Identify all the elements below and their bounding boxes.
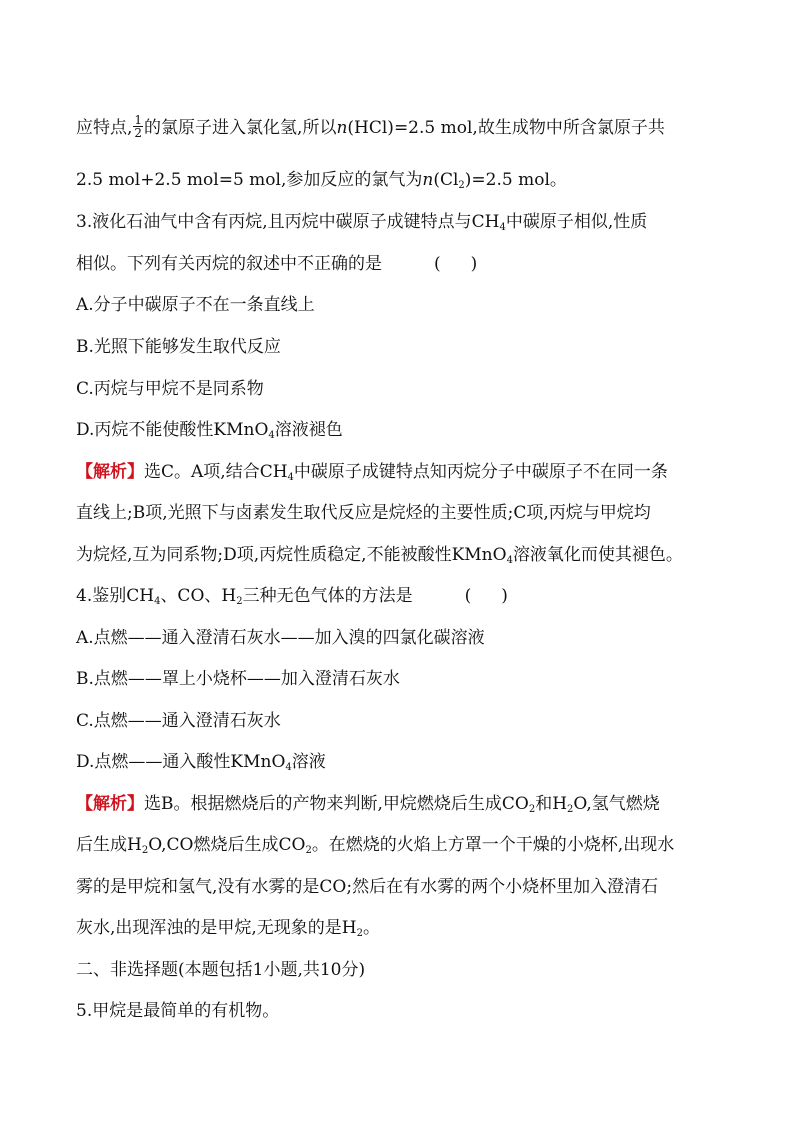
variable-n: n — [336, 118, 348, 138]
answer-continuation-line-1 — [76, 113, 665, 140]
fraction-numerator: 1 — [134, 113, 143, 127]
subscript: 2 — [528, 804, 536, 815]
text-run: )=2.5 mol。 — [464, 170, 567, 190]
answer-blank — [434, 252, 477, 276]
question-4-analysis-line-2 — [76, 833, 674, 857]
paren-open: ( — [434, 254, 441, 274]
text-run: 的氯原子进入氯化氢,所以 — [144, 118, 337, 138]
question-3-option-c — [76, 377, 264, 401]
question-4-option-b — [76, 667, 400, 691]
text-run: 选C。A项,结合CH — [144, 462, 288, 482]
text-run: 应特点, — [76, 118, 133, 138]
paren-open: ( — [464, 586, 472, 606]
text-run: 。 — [363, 918, 381, 938]
text-run: O,氢气燃烧 — [573, 794, 660, 814]
analysis-tag: 【解析】 — [76, 462, 144, 482]
question-4-analysis-line-1 — [76, 792, 660, 816]
text-run: 三种无色气体的方法是 — [242, 586, 413, 606]
option-text: 溶液 — [291, 752, 326, 772]
answer-blank — [465, 584, 508, 608]
paren-close: ) — [501, 586, 508, 606]
text-run: 。在燃烧的火焰上方罩一个干燥的小烧杯,出现水 — [311, 835, 675, 855]
question-3-option-b — [76, 335, 281, 359]
question-3-analysis-line-3 — [76, 543, 683, 567]
analysis-tag: 【解析】 — [76, 794, 144, 814]
text-run: 中碳原子相似,性质 — [505, 212, 648, 232]
fraction — [133, 114, 143, 139]
text-run: O,CO燃烧后生成CO — [148, 835, 306, 855]
question-3-analysis-line-2 — [76, 501, 651, 525]
text-run: 直线上;B项,光照下与卤素发生取代反应是烷烃的主要性质;C项,丙烷与甲烷均 — [76, 503, 651, 523]
answer-continuation-line-2 — [76, 168, 567, 192]
subscript: 2 — [458, 180, 465, 191]
option-text: A.分子中碳原子不在一条直线上 — [76, 295, 315, 315]
variable-n: n — [422, 170, 434, 190]
text-run: 中碳原子成键特点知丙烷分子中碳原子不在同一条 — [293, 462, 668, 482]
subscript: 4 — [499, 222, 506, 233]
subscript: 2 — [236, 596, 243, 607]
text-run: 、CO、H — [160, 586, 237, 606]
text-run: 4.鉴别CH — [76, 586, 155, 606]
question-4-analysis-line-3 — [76, 875, 658, 899]
subscript: 2 — [567, 804, 574, 815]
subscript: 2 — [141, 845, 149, 856]
option-text: C.丙烷与甲烷不是同系物 — [76, 379, 264, 399]
paren-close: ) — [470, 254, 478, 274]
question-4-stem — [76, 584, 508, 608]
text-run: 2.5 mol+2.5 mol=5 mol,参加反应的氯气为 — [76, 170, 423, 190]
subscript: 2 — [305, 845, 312, 856]
question-4-analysis-line-4 — [76, 916, 380, 940]
subscript: 4 — [268, 430, 275, 441]
text-run: (HCl)=2.5 mol,故生成物中所含氯原子共 — [347, 118, 665, 138]
option-text: D.丙烷不能使酸性KMnO — [76, 420, 269, 440]
question-3-option-a — [76, 293, 315, 317]
question-4-option-c — [76, 709, 281, 733]
question-3-analysis-line-1 — [76, 460, 668, 484]
option-text: A.点燃——通入澄清石灰水——加入溴的四氯化碳溶液 — [76, 628, 485, 648]
option-text: D.点燃——通入酸性KMnO — [76, 752, 286, 772]
text-run: 3.液化石油气中含有丙烷,且丙烷中碳原子成键特点与CH — [76, 212, 500, 232]
text-run: 选B。根据燃烧后的产物来判断,甲烷燃烧后生成CO — [144, 794, 529, 814]
subscript: 2 — [356, 928, 364, 939]
section-heading — [76, 958, 365, 982]
option-text: B.点燃——罩上小烧杯——加入澄清石灰水 — [76, 669, 400, 689]
text-run: 5.甲烷是最简单的有机物。 — [76, 1001, 280, 1021]
subscript: 4 — [154, 596, 161, 607]
text-run: 和H — [535, 794, 568, 814]
text-run: 二、非选择题(本题包括1小题,共10分) — [76, 960, 366, 980]
question-3-option-d — [76, 418, 343, 442]
option-text: 溶液褪色 — [274, 420, 343, 440]
text-run: (Cl — [433, 170, 459, 190]
question-3-stem-line-2 — [76, 252, 477, 276]
question-4-option-d — [76, 750, 326, 774]
question-4-option-a — [76, 626, 485, 650]
text-run: 为烷烃,互为同系物;D项,丙烷性质稳定,不能被酸性KMnO — [76, 545, 507, 565]
option-text: C.点燃——通入澄清石灰水 — [76, 711, 281, 731]
text-run: 后生成H — [76, 835, 142, 855]
option-text: B.光照下能够发生取代反应 — [76, 337, 281, 357]
subscript: 4 — [285, 762, 292, 773]
text-run: 溶液氧化而使其褪色。 — [512, 545, 683, 565]
text-run: 雾的是甲烷和氢气,没有水雾的是CO;然后在有水雾的两个小烧杯里加入澄清石 — [76, 877, 659, 897]
question-5-stem — [76, 999, 279, 1023]
question-3-stem-line-1 — [76, 210, 647, 234]
subscript: 4 — [506, 555, 513, 566]
text-run: 相似。下列有关丙烷的叙述中不正确的是 — [76, 254, 382, 274]
subscript: 4 — [287, 472, 294, 483]
text-run: 灰水,出现浑浊的是甲烷,无现象的是H — [76, 918, 357, 938]
fraction-denominator: 2 — [134, 126, 143, 140]
